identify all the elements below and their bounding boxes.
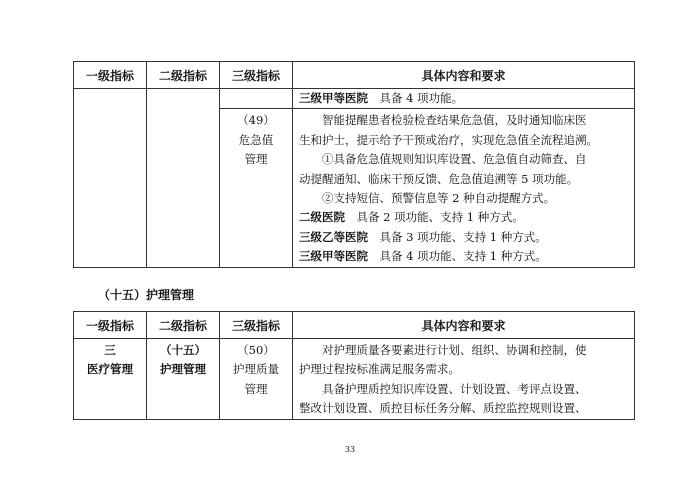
paragraph-line: 智能提醒患者检验检查结果危急值，及时通知临床医 xyxy=(322,113,587,128)
grade-line xyxy=(299,247,630,266)
level3-name-line1: 危急值 xyxy=(238,132,274,147)
content-cell xyxy=(293,109,635,267)
table-header-row xyxy=(74,312,635,339)
level3-name-line2: 管理 xyxy=(244,381,268,396)
grade-text: 具备 4 项功能。 xyxy=(368,91,464,105)
level1-name: 医疗管理 xyxy=(87,362,133,377)
table-row xyxy=(74,89,635,109)
level2-number: （十五） xyxy=(160,343,206,357)
content-cell-top xyxy=(293,89,635,109)
level2-name: 护理管理 xyxy=(160,362,206,377)
content-cell xyxy=(293,339,635,420)
level3-name-line1: 护理质量 xyxy=(233,362,279,377)
header-content: 具体内容和要求 xyxy=(293,312,635,339)
paragraph-line: 具备护理质控知识库设置、计划设置、考评点设置、 xyxy=(322,381,587,396)
grade-line xyxy=(299,208,630,227)
paragraph-line: 护理过程按标准满足服务需求。 xyxy=(299,362,460,377)
header-level2: 二级指标 xyxy=(147,62,220,89)
level3-number: （49） xyxy=(237,113,275,128)
grade-label: 三级乙等医院 xyxy=(299,229,368,244)
grade-label: 三级甲等医院 xyxy=(299,249,368,264)
header-level3: 三级指标 xyxy=(220,62,293,89)
indicator-table-1 xyxy=(73,61,635,268)
paragraph-line: 动提醒通知、临床干预反馈、危急值追溯等 5 项功能。 xyxy=(299,171,579,186)
level3-name-line2: 管理 xyxy=(244,152,268,167)
level1-cell xyxy=(74,89,147,268)
table-header-row xyxy=(74,62,635,89)
section-title: （十五）护理管理 xyxy=(98,288,195,302)
page-number: 33 xyxy=(344,445,356,454)
level1-cell xyxy=(74,339,147,420)
paragraph-line: 整改计划设置、质控目标任务分解、质控监控规则设置、 xyxy=(299,401,587,416)
paragraph-line: ①具备危急值规则知识库设置、危急值自动筛查、自 xyxy=(322,152,587,167)
level2-cell xyxy=(147,339,220,420)
header-level1: 一级指标 xyxy=(74,312,147,339)
table-row xyxy=(74,339,635,420)
header-level3: 三级指标 xyxy=(220,312,293,339)
grade-text: 具备 3 项功能、支持 1 种方式。 xyxy=(368,229,547,244)
header-content: 具体内容和要求 xyxy=(293,62,635,89)
grade-label: 三级甲等医院 xyxy=(299,91,368,105)
header-level1: 一级指标 xyxy=(74,62,147,89)
grade-line xyxy=(299,228,630,247)
level3-cell-empty xyxy=(220,89,293,109)
paragraph-line: 生和护士，提示给予干预或治疗，实现危急值全流程追溯。 xyxy=(299,132,598,147)
grade-text: 具备 4 项功能、支持 1 种方式。 xyxy=(368,249,547,264)
level3-number: （50） xyxy=(237,343,275,357)
paragraph-line: 对护理质量各要素进行计划、组织、协调和控制，使 xyxy=(322,343,587,357)
indicator-table-2 xyxy=(73,311,635,420)
level2-cell xyxy=(147,89,220,268)
grade-label: 二级医院 xyxy=(299,210,345,225)
level3-cell xyxy=(220,109,293,267)
level3-cell xyxy=(220,339,293,420)
level1-number: 三 xyxy=(104,343,116,357)
header-level2: 二级指标 xyxy=(147,312,220,339)
grade-text: 具备 2 项功能、支持 1 种方式。 xyxy=(345,210,524,225)
paragraph-line: ②支持短信、预警信息等 2 种自动提醒方式。 xyxy=(322,190,556,205)
